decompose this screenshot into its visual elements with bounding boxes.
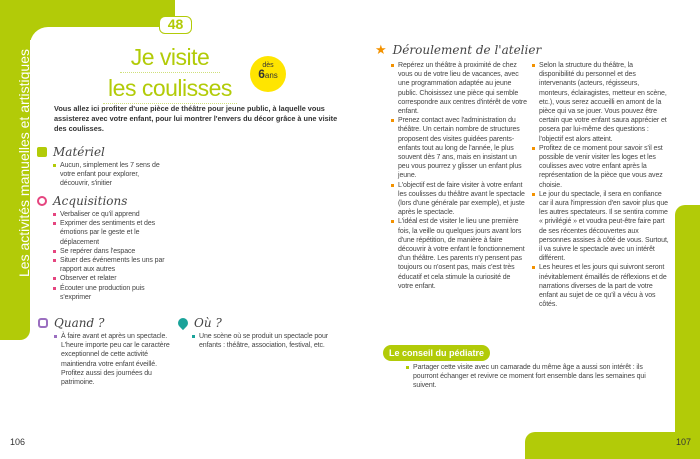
list-item: L'idéal est de visiter le lieu une première fois, la veille ou quelques jours avant lors d'une répétition, de manière à faire découvrir à votre enfant le fonctionnement d'un théâtre. Les parents n'y pensent pas toujours ou n'osent pas, mais c'est très éducatif et cela stimule la curiosité de votre enfant. xyxy=(391,217,527,291)
materiel-heading: Matériel xyxy=(53,145,105,159)
age-badge xyxy=(250,56,286,92)
list-item: Les heures et les jours qui suivront seront inévitablement émaillés de réflexions et de narrations diverses de la part de votre enfant au sujet de ce qu'il a vécu à vos côtés. xyxy=(532,263,670,309)
section-quand xyxy=(38,316,173,387)
ou-heading: Où ? xyxy=(194,316,222,330)
page-number-right: 107 xyxy=(676,437,692,447)
list-item: Selon la structure du théâtre, la disponibilité du personnel et des intervenants (acteurs, régisseurs, monteurs, éclairagistes, metteur en scène, etc.), vous serez accueilli en amont de la pièce qui va se jouer. Vous pouvez être certain que votre enfant saura apprécier et posera par lui-même des questions : l'objectif est alors atteint. xyxy=(532,61,670,144)
star-icon: ★ xyxy=(375,42,387,57)
age-prefix: dès xyxy=(262,62,274,69)
age-value: 6 xyxy=(258,67,265,81)
deroulement-heading: Déroulement de l'atelier xyxy=(392,43,542,57)
acquisitions-heading: Acquisitions xyxy=(53,194,128,208)
title-line-1: Je visite xyxy=(120,42,220,73)
alarm-clock-icon xyxy=(38,318,48,328)
list-item: Une scène où se produit un spectacle pour enfants : théâtre, association, festival, etc. xyxy=(192,332,328,350)
list-item: Se repérer dans l'espace xyxy=(53,247,177,256)
green-band-right xyxy=(675,205,700,459)
section-ou xyxy=(178,316,328,350)
map-pin-icon xyxy=(176,316,190,330)
section-materiel xyxy=(37,145,167,189)
list-item: Observer et relater xyxy=(53,274,177,283)
list-item: Aucun, simplement les 7 sens de votre enfant pour explorer, découvrir, s'initier xyxy=(53,161,167,189)
list-item: Verbaliser ce qu'il apprend xyxy=(53,210,177,219)
spine-text: Les activités manuelles et artistiques xyxy=(16,49,32,277)
green-band-bottom xyxy=(525,432,700,459)
list-item: Le jour du spectacle, il sera en confiance car il aura l'impression d'en savoir plus que les autres spectateurs. Il se sentira comme « privilégié » et voudra peut-être faire part de ses récentes découvertes aux personnes assises à côté de vous. Surtout, il va suivre le spectacle avec un intérêt différent. xyxy=(532,190,670,264)
list-item: Partager cette visite avec un camarade du même âge a aussi son intérêt : ils pourront échanger et revivre ce moment fort ensemble dans les semaines qui suivent. xyxy=(406,363,656,391)
list-item: Repérez un théâtre à proximité de chez vous ou de votre lieu de vacances, avec une programmation adaptée au jeune public. Choisissez une pièce qui semble correspondre aux centres d'intérêt de votre enfant. xyxy=(391,61,527,116)
deroulement-col2 xyxy=(532,61,670,309)
section-deroulement xyxy=(375,42,675,60)
list-item: Écouter une production puis s'exprimer xyxy=(53,284,177,302)
section-acquisitions xyxy=(37,194,177,302)
list-item: Exprimer des sentiments et des émotions par le geste et le déplacement xyxy=(53,219,177,247)
list-item: L'objectif est de faire visiter à votre enfant les coulisses du théâtre avant le spectacle (lors d'une générale par exemple), et juste après le spectacle. xyxy=(391,181,527,218)
title-line-2: les coulisses xyxy=(103,73,237,104)
quand-heading: Quand ? xyxy=(54,316,105,330)
page-number-left: 106 xyxy=(10,437,26,447)
deroulement-col1 xyxy=(391,61,527,291)
white-card-right-corner xyxy=(640,400,675,432)
list-item: Profitez de ce moment pour savoir s'il est possible de venir visiter les loges et les coulisses avec votre enfant après la représentation de la pièce que vous avez choisie. xyxy=(532,144,670,190)
target-icon xyxy=(37,196,47,206)
conseil-list xyxy=(406,363,656,391)
page-title xyxy=(95,42,245,104)
cube-icon xyxy=(37,147,47,157)
list-item: Prenez contact avec l'administration du théâtre. Un certain nombre de structures proposent des visites guidées parents-enfants tout au long de l'année, le plus souvent dès 7 ans, mais en insistant un peu vous pourrez y glisser un enfant plus jeune. xyxy=(391,116,527,180)
conseil-heading: Le conseil du pédiatre xyxy=(383,345,490,361)
age-unit: ans xyxy=(264,71,278,80)
list-item: Situer des événements les uns par rapport aux autres xyxy=(53,256,177,274)
activity-number: 48 xyxy=(159,16,192,34)
list-item: À faire avant et après un spectacle. L'heure importe peu car le caractère exceptionnel de cette activité maintiendra votre enfant éveillé. Profitez aussi des journées du patrimoine. xyxy=(54,332,173,387)
intro-text: Vous allez ici profiter d'une pièce de théâtre pour jeune public, à laquelle vous assisterez avec votre enfant, pour lui montrer l'envers du décor grâce à une visite des coulisses. xyxy=(54,104,338,133)
